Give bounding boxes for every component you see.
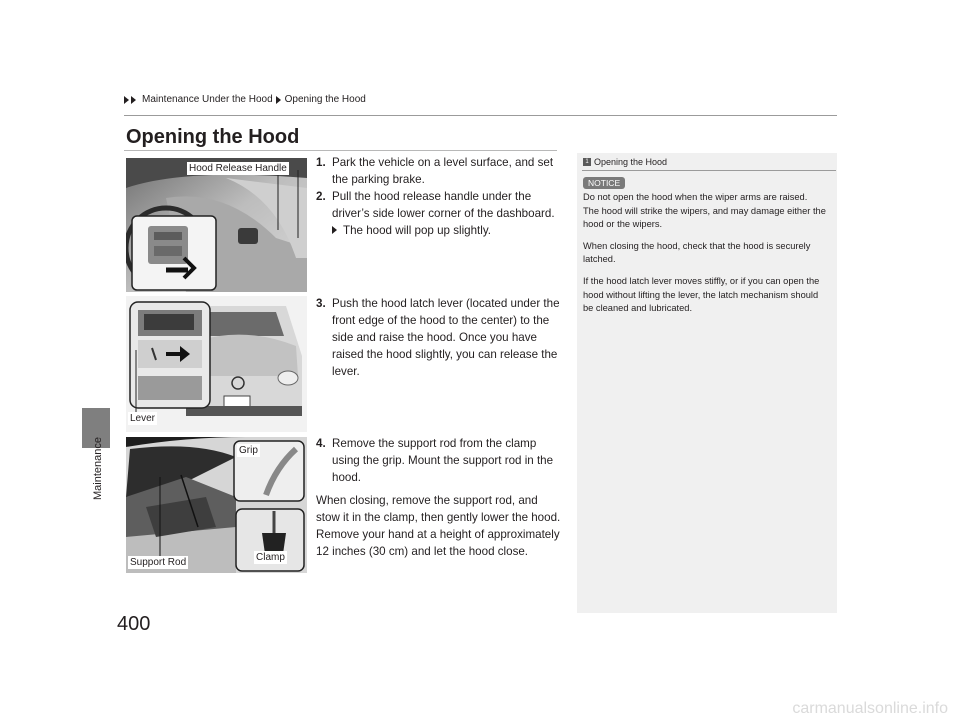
triangle-icon [124,96,129,104]
clamp-label: Clamp [256,552,285,563]
step-text: Park the vehicle on a level surface, and set the parking brake. [332,156,554,186]
side-tab-label: Maintenance [92,437,104,500]
title-divider [124,150,557,151]
note-paragraph: If the hood latch lever moves stiffly, or if you can open the hood without lifting the lever, the latch mechanism should be cleaned and lubricated. [583,275,820,314]
hood-latch-figure [126,296,307,432]
step-1 [316,154,562,188]
step-number: 2. [316,190,326,203]
step-text: Pull the hood release handle under the driver’s side lower corner of the dashboard. [332,190,555,220]
note-paragraph: When closing the hood, check that the hood is securely latched. [583,240,811,265]
note-paragraph: Do not open the hood when the wiper arms are raised. [583,192,808,202]
step-4 [316,435,562,486]
page-number: 400 [117,613,151,635]
note-heading [583,157,667,167]
note-body [583,191,829,324]
support-rod-figure [126,437,307,573]
step-3 [316,295,562,380]
grip-label: Grip [239,445,258,456]
step-text: Push the hood latch lever (located under the front edge of the hood to the center) to the side and raise the hood. Once you have raised the hood slightly, you can release the lever. [332,297,560,378]
step-number: 1. [316,156,326,169]
step-number: 4. [316,437,326,450]
breadcrumb-page[interactable]: Opening the Hood [284,94,366,105]
closing-instructions: When closing, remove the support rod, and stow it in the clamp, then gently lower the hood. Remove your hand at a height of approximately 12 inches (30 cm) and let the hood close. [316,494,561,558]
page-title: Opening the Hood [126,126,300,148]
triangle-icon [276,96,281,104]
support-rod-label: Support Rod [130,557,187,568]
reference-icon: 1 [583,158,591,166]
step-result-text: The hood will pop up slightly. [343,224,492,237]
step-2 [316,188,562,239]
triangle-icon [332,226,337,234]
hood-release-handle-label: Hood Release Handle [189,163,287,174]
notice-badge: NOTICE [583,177,625,189]
hood-release-figure [126,158,307,292]
note-divider [582,170,836,171]
note-heading-text: Opening the Hood [594,157,668,167]
step-number: 3. [316,297,326,310]
note-paragraph: The hood will strike the wipers, and may damage either the hood or the wipers. [583,205,826,230]
watermark: carmanualsonline.info [792,700,948,717]
header-divider [124,115,837,116]
step-text: Remove the support rod from the clamp using the grip. Mount the support rod in the hood. [332,437,554,484]
breadcrumb-section[interactable]: Maintenance Under the Hood [142,94,273,105]
step-2-result [332,222,562,239]
breadcrumb [124,94,366,105]
lever-label: Lever [130,413,156,424]
triangle-icon [131,96,136,104]
